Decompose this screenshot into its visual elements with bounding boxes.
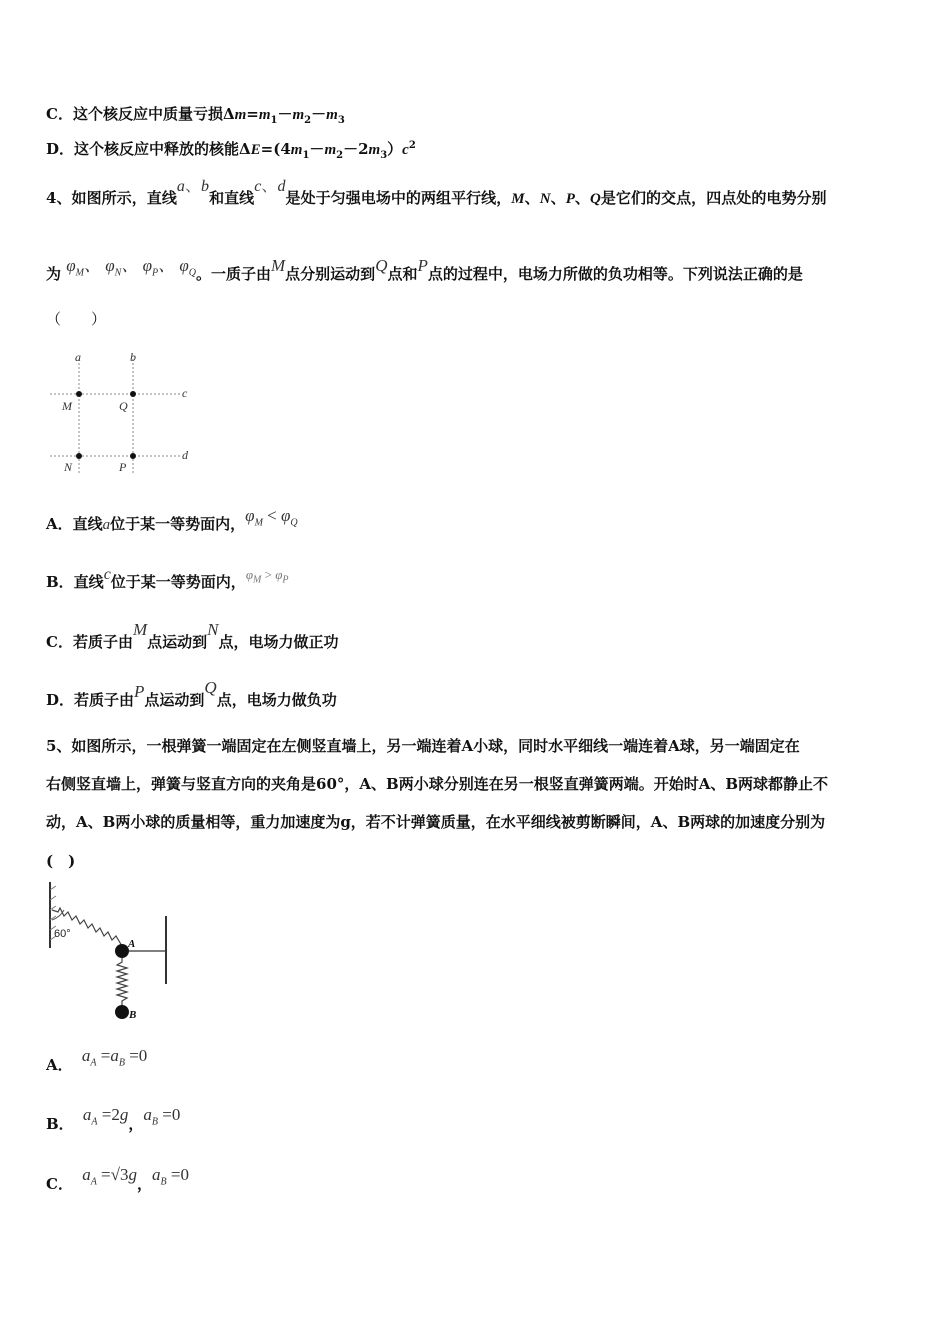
sub-M: M xyxy=(75,267,84,279)
angle-label: 60° xyxy=(54,928,71,940)
sub-Q: Q xyxy=(188,267,196,279)
text: 。一质子由 xyxy=(195,265,271,283)
option-label: B． xyxy=(46,1115,74,1133)
var-m3: m xyxy=(326,107,338,123)
phi: φ xyxy=(66,256,76,275)
sep: 、 xyxy=(158,256,176,275)
var-m2: m xyxy=(292,107,305,123)
q4-answer-paren: （ ） xyxy=(46,310,107,328)
text: C．若质子由 xyxy=(46,633,133,651)
var-m3: m xyxy=(368,142,381,158)
q5-answer-paren: ( ) xyxy=(46,852,76,870)
text: 位于某一等势面内， xyxy=(110,573,246,591)
eq: =0 xyxy=(124,1046,148,1065)
equals: = xyxy=(246,105,259,123)
var-a: a xyxy=(176,178,185,195)
var-N: N xyxy=(539,191,551,207)
var-g: g xyxy=(128,1165,137,1184)
text: B．直线 xyxy=(46,573,104,591)
diagonal-spring xyxy=(52,908,122,946)
var-P: P xyxy=(417,256,428,275)
phi: φ xyxy=(245,567,254,582)
var-a: a xyxy=(152,1165,161,1184)
var-m2: m xyxy=(324,142,337,158)
text: 和直线 xyxy=(209,189,255,207)
sqrt-3: √3 xyxy=(110,1165,129,1184)
var-m1: m xyxy=(290,142,303,158)
text: 是它们的交点，四点处的电势分别 xyxy=(600,189,827,207)
ball-A xyxy=(115,944,129,958)
q5-stem-line-2: 右侧竖直墙上，弹簧与竖直方向的夹角是60°，A、B两小球分别连在另一根竖直弹簧两端。开始时A、B两球都静止不 xyxy=(46,775,829,793)
phi-list xyxy=(66,256,196,279)
sep: 、 xyxy=(261,176,278,195)
ball-B xyxy=(115,1005,129,1019)
phi: φ xyxy=(275,567,283,582)
op: < xyxy=(262,506,281,525)
text: 位于某一等势面内， xyxy=(110,515,246,533)
sub-3: 3 xyxy=(337,115,345,126)
label-B: B xyxy=(129,1009,137,1021)
sub: Q xyxy=(290,517,298,529)
var-P: P xyxy=(134,682,145,701)
eq: =0 xyxy=(158,1105,181,1124)
inequality xyxy=(245,506,298,529)
sep: 、 xyxy=(184,176,202,195)
var-Q: Q xyxy=(204,678,217,697)
q5-stem-line-1: 5、如图所示，一根弹簧一端固定在左侧竖直墙上，另一端连着A小球，同时水平细线一端连着A球，另一端固定在 xyxy=(46,737,800,755)
sub-1: 1 xyxy=(270,115,278,126)
label-b: b xyxy=(130,350,136,364)
formula xyxy=(143,1105,181,1128)
text: 点分别运动到 xyxy=(285,265,376,283)
minus: － xyxy=(277,105,293,123)
var-b: b xyxy=(201,178,210,195)
var-a: a xyxy=(143,1105,152,1124)
label-M: M xyxy=(62,399,72,413)
var-N: N xyxy=(207,620,219,639)
point-Q xyxy=(130,391,136,397)
q4-stem-line-1 xyxy=(46,176,827,208)
phi: φ xyxy=(142,256,152,275)
label-Q: Q xyxy=(119,399,128,413)
var-c: c xyxy=(254,178,262,195)
phi: φ xyxy=(105,256,115,275)
sep: 、 xyxy=(574,189,590,207)
text: 点，电场力做负功 xyxy=(216,691,337,709)
minus: － xyxy=(311,105,327,123)
eq: =2 xyxy=(97,1105,120,1124)
equals: =(4 xyxy=(260,140,291,158)
label-N: N xyxy=(64,460,73,474)
sub-B: B xyxy=(118,1057,125,1069)
var-M: M xyxy=(511,191,525,207)
var-Q: Q xyxy=(375,256,388,275)
sub-B: B xyxy=(160,1176,167,1188)
text: 点，电场力做正功 xyxy=(218,633,339,651)
point-N xyxy=(76,453,82,459)
formula xyxy=(82,1165,137,1188)
var-a: a xyxy=(82,1165,91,1184)
q5-option-a xyxy=(46,1045,148,1074)
sub: M xyxy=(253,574,262,586)
option-label: C． xyxy=(46,1175,73,1193)
var-a: a xyxy=(81,1046,91,1065)
option-label: A． xyxy=(46,1056,73,1074)
sep: 、 xyxy=(84,256,101,275)
var-Q: Q xyxy=(589,191,601,207)
option-text: C．这个核反应中质量亏损 xyxy=(46,105,223,123)
sub-2: 2 xyxy=(304,115,312,126)
sub-A: A xyxy=(90,1176,97,1188)
formula xyxy=(152,1165,189,1188)
vertical-spring xyxy=(117,958,127,1006)
q4-stem-line-2 xyxy=(46,256,803,286)
var-E: E xyxy=(250,142,261,158)
comma: ， xyxy=(128,1115,144,1133)
delta-symbol: Δ xyxy=(239,140,251,158)
comma: ， xyxy=(136,1175,152,1193)
phi: φ xyxy=(179,256,189,275)
sub-A: A xyxy=(91,1116,98,1128)
q3-option-d xyxy=(46,138,416,161)
var-a: a xyxy=(82,1105,92,1124)
q4-option-d xyxy=(46,678,337,710)
var-m1: m xyxy=(258,107,271,123)
sub: M xyxy=(254,517,263,529)
q4-option-b xyxy=(46,566,289,594)
var-m: m xyxy=(234,107,247,123)
op: > xyxy=(261,567,276,582)
sub: P xyxy=(282,574,289,586)
sub-A: A xyxy=(90,1057,97,1069)
formula xyxy=(82,1105,129,1128)
var-P: P xyxy=(565,191,575,207)
q4-grid-figure xyxy=(46,345,196,480)
text: 点的过程中，电场力所做的负功相等。下列说法正确的是 xyxy=(427,265,803,283)
q5-spring-figure xyxy=(44,880,174,1025)
point-P xyxy=(130,453,136,459)
var-g: g xyxy=(119,1105,129,1124)
label-a: a xyxy=(75,350,81,364)
label-P: P xyxy=(119,460,127,474)
var-c: c xyxy=(103,566,111,583)
minus-2: －2 xyxy=(343,140,369,158)
text: 点和 xyxy=(387,265,418,283)
sep: 、 xyxy=(121,256,139,275)
inequality xyxy=(245,567,289,586)
var-a: a xyxy=(110,1046,119,1065)
q4-option-a xyxy=(46,506,298,536)
var-M: M xyxy=(271,256,286,275)
label-d: d xyxy=(182,448,188,462)
text: A．直线 xyxy=(46,515,103,533)
label-c: c xyxy=(182,386,188,400)
text: 4、如图所示，直线 xyxy=(46,189,177,207)
sep: 、 xyxy=(524,189,540,207)
sub-2: 2 xyxy=(336,150,344,161)
eq: = xyxy=(96,1165,111,1184)
option-text: D．这个核反应中释放的核能 xyxy=(46,140,240,158)
var-d: d xyxy=(277,178,286,195)
var-c: c xyxy=(402,142,409,158)
paren: ） xyxy=(387,140,403,158)
q4-option-c xyxy=(46,620,339,652)
text: 为 xyxy=(46,265,62,283)
sub-N: N xyxy=(114,267,122,279)
sub-P: P xyxy=(151,267,159,279)
q5-option-b xyxy=(46,1104,181,1133)
delta-symbol: Δ xyxy=(222,105,235,123)
sup-2: 2 xyxy=(408,140,416,151)
q5-option-c xyxy=(46,1164,189,1193)
text: 点运动到 xyxy=(147,633,208,651)
sep: 、 xyxy=(550,189,566,207)
sub-1: 1 xyxy=(302,150,310,161)
text: 是处于匀强电场中的两组平行线， xyxy=(285,189,512,207)
eq: =0 xyxy=(166,1165,189,1184)
label-A: A xyxy=(128,938,136,950)
formula xyxy=(81,1046,148,1069)
text: D．若质子由 xyxy=(46,691,135,709)
point-M xyxy=(76,391,82,397)
eq: = xyxy=(96,1046,111,1065)
q5-stem-line-3: 动，A、B两小球的质量相等，重力加速度为g，若不计弹簧质量，在水平细线被剪断瞬间，A、B两球的加速度分别为 xyxy=(46,813,826,831)
var-M: M xyxy=(132,620,148,639)
text: 点运动到 xyxy=(144,691,205,709)
phi: φ xyxy=(281,506,291,525)
sub-3: 3 xyxy=(380,150,388,161)
sub-B: B xyxy=(151,1116,158,1128)
q3-option-c xyxy=(46,103,345,126)
phi: φ xyxy=(245,506,255,525)
var-a: a xyxy=(102,517,111,533)
minus: － xyxy=(309,140,325,158)
